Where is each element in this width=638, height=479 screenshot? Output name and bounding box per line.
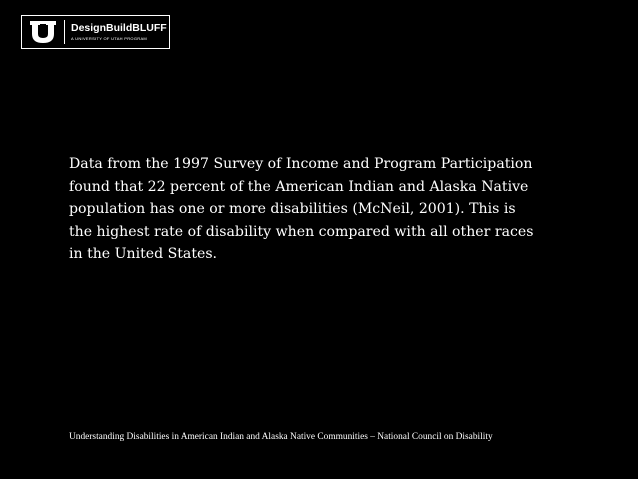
body-line: in the United States. [69,246,218,263]
body-paragraph [69,153,569,266]
logo-divider [64,20,65,44]
body-line: found that 22 percent of the American Indian and Alaska Native [69,178,529,195]
university-of-utah-u-icon [28,19,58,45]
body-line: the highest rate of disability when compared with all other races [69,223,534,240]
footer-citation: Understanding Disabilities in American Indian and Alaska Native Communities – National Council on Disability [69,432,493,442]
logo-text [71,23,167,41]
logo-name: DesignBuildBLUFF [71,22,167,35]
body-line: Data from the 1997 Survey of Income and Program Participation [69,156,533,172]
body-line: population has one or more disabilities (McNeil, 2001). This is [69,201,516,218]
logo-tagline: A UNIVERSITY OF UTAH PROGRAM [71,35,148,41]
designbuildbluff-logo [21,15,170,49]
